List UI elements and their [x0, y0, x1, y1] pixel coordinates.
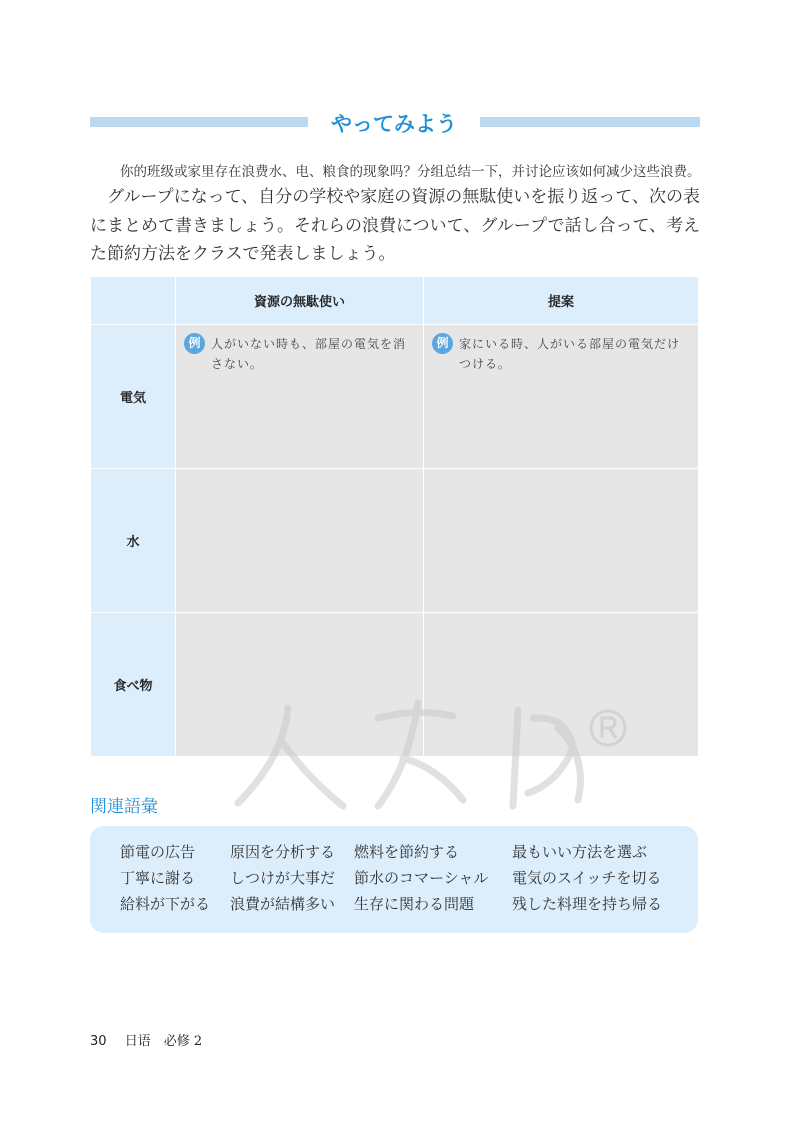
vocab-item: 残した料理を持ち帰る — [512, 895, 663, 913]
publisher-watermark — [228, 688, 648, 813]
table-row — [91, 325, 699, 469]
table-header-waste: 資源の無駄使い — [176, 277, 424, 325]
example-entry — [424, 325, 698, 374]
japanese-instruction: グループになって、自分の学校や家庭の資源の無駄使いを振り返って、次の表にまとめて書きましょう。それらの浪費について、グループで話し合って、考えた節約方法をクラスで発表しましょう。 — [90, 187, 701, 264]
row-label-electricity: 電気 — [91, 325, 176, 469]
table-header-proposal: 提案 — [424, 277, 699, 325]
table-header-corner — [91, 277, 176, 325]
book-title: 日语 必修 2 — [124, 1034, 203, 1049]
page-footer — [90, 1030, 202, 1049]
worksheet-table — [90, 276, 699, 757]
vocab-item: 給料が下がる — [120, 895, 211, 913]
chinese-instruction: 你的班级或家里存在浪费水、电、粮食的现象吗？分组总结一下，并讨论应该如何减少这些浪费。 — [120, 164, 701, 180]
cell-electricity-proposal[interactable] — [424, 325, 699, 469]
page-number: 30 — [90, 1034, 107, 1049]
vocab-item: 節電の広告 — [120, 843, 196, 861]
vocab-item: 節水のコマーシャル — [354, 869, 489, 887]
cell-electricity-waste[interactable] — [176, 325, 424, 469]
row-label-water: 水 — [91, 469, 176, 613]
example-badge: 例 — [184, 333, 205, 354]
header-bar-right — [480, 117, 700, 127]
cell-water-proposal[interactable] — [424, 469, 699, 613]
table-row — [91, 469, 699, 613]
example-text: 人がいない時も、部屋の電気を消さない。 — [211, 337, 407, 371]
vocab-item: 原因を分析する — [230, 843, 336, 861]
example-badge: 例 — [432, 333, 453, 354]
cell-water-waste[interactable] — [176, 469, 424, 613]
example-entry — [176, 325, 423, 374]
example-text: 家にいる時、人がいる部屋の電気だけつける。 — [459, 337, 681, 371]
vocab-item: 電気のスイッチを切る — [512, 869, 662, 887]
section-title: やってみよう — [331, 112, 457, 136]
vocab-item: 浪費が結構多い — [230, 895, 336, 913]
header-bar-left — [90, 117, 308, 127]
table-header-row — [91, 277, 699, 325]
vocab-item: 生存に関わる問題 — [354, 895, 475, 913]
row-label-food: 食べ物 — [91, 613, 176, 757]
vocab-item: 丁寧に謝る — [120, 869, 196, 887]
vocab-title: 関連語彙 — [90, 797, 158, 817]
vocab-item: 燃料を節約する — [354, 843, 460, 861]
vocab-list — [120, 841, 682, 915]
vocab-item: 最もいい方法を選ぶ — [512, 843, 648, 861]
vocab-item: しつけが大事だ — [230, 869, 336, 887]
